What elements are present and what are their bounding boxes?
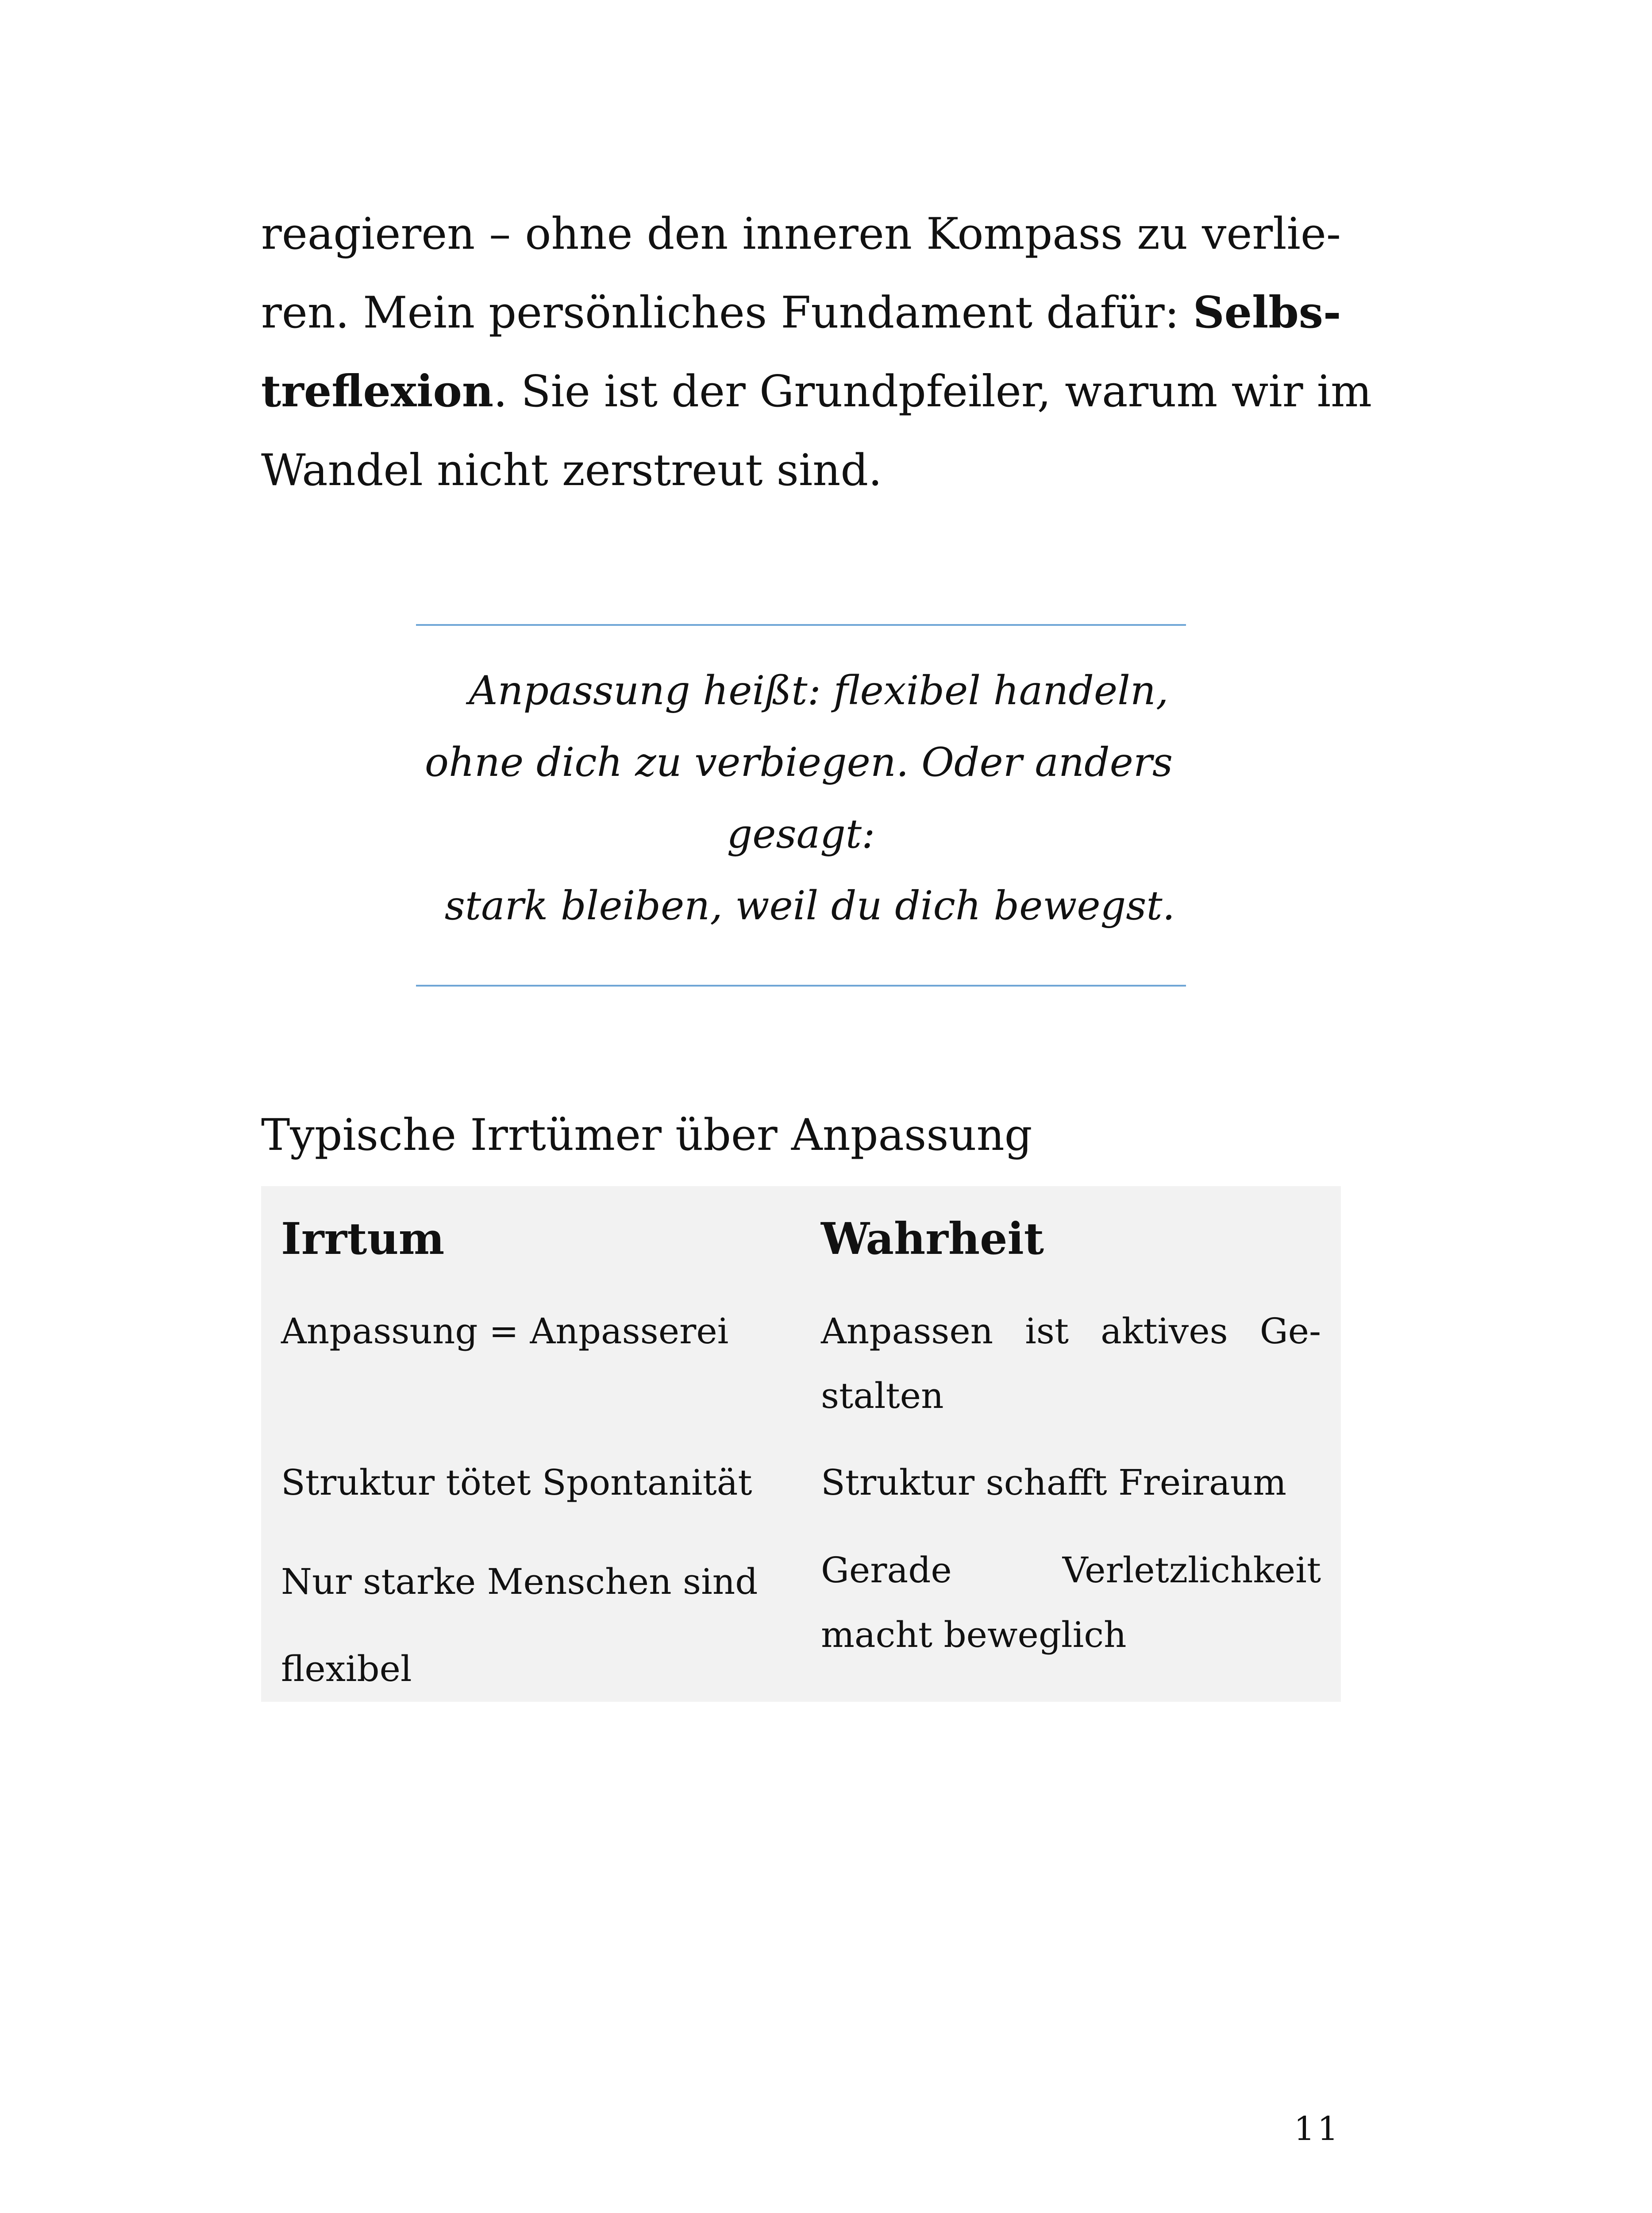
cell-line: Nur starke Menschen sind [281, 1561, 758, 1602]
body-paragraph [261, 195, 1372, 510]
table-header-myth: Irrtum [281, 1214, 445, 1265]
cell-line: stalten [821, 1375, 944, 1416]
paragraph-text: ren. Mein persönliches Fundament dafür: [261, 288, 1179, 338]
paragraph-line [261, 274, 1341, 352]
table-title: Typische Irrtümer über Anpassung [261, 1110, 1032, 1160]
quote-top-rule [416, 624, 1186, 626]
bold-term: treflexion [261, 366, 494, 417]
cell-line: macht beweglich [821, 1614, 1127, 1655]
quote-line: gesagt: [727, 811, 875, 857]
table-cell-myth [281, 1538, 786, 1712]
paragraph-line: Wandel nicht zerstreut sind. [261, 445, 882, 496]
cell-line: flexibel [281, 1648, 412, 1689]
myths-table [261, 1186, 1341, 1702]
bold-term: Selbs- [1193, 287, 1341, 338]
paragraph-line [261, 352, 1372, 431]
quote-line: Anpassung heißt: flexibel handeln, [469, 667, 1169, 714]
table-cell-truth [821, 1299, 1321, 1428]
table-header-truth: Wahrheit [821, 1214, 1044, 1265]
table-cell-myth [281, 1299, 786, 1364]
cell-line: Anpassen ist aktives Ge- [821, 1311, 1321, 1352]
table-cell-truth [821, 1450, 1321, 1515]
paragraph-line: reagieren – ohne den inneren Kompass zu verlie- [261, 209, 1341, 259]
quote-line: stark bleiben, weil du dich bewegst. [444, 883, 1175, 929]
table-cell-myth [281, 1450, 786, 1515]
pull-quote [416, 655, 1186, 942]
cell-line: Struktur schafft Freiraum [821, 1462, 1287, 1503]
table-cell-truth [821, 1538, 1321, 1667]
cell-line: Struktur tötet Spontanität [281, 1462, 752, 1503]
page-number: 11 [1294, 2110, 1341, 2148]
cell-line: Gerade Verletzlichkeit [821, 1550, 1321, 1591]
cell-line: Anpassung = Anpasserei [281, 1311, 729, 1352]
quote-bottom-rule [416, 985, 1186, 987]
quote-line: ohne dich zu verbiegen. Oder anders [424, 739, 1173, 786]
paragraph-text: . Sie ist der Grundpfeiler, warum wir im [493, 366, 1372, 417]
